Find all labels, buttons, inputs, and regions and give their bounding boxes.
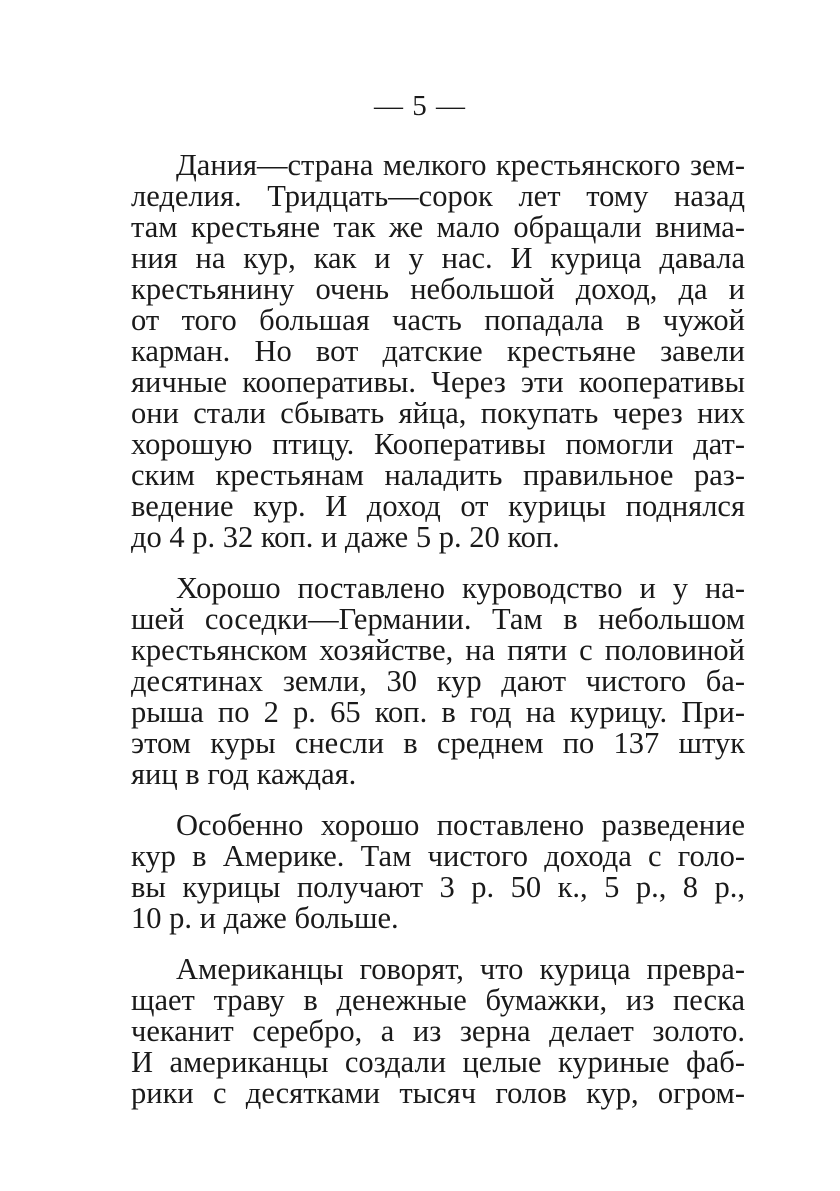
page-number: — 5 —: [374, 90, 466, 122]
paragraph-denmark: [131, 150, 745, 553]
text-line: шей соседки—Германии. Там в небольшом: [131, 602, 745, 636]
text-line: там крестьяне так же мало обращали внима-: [131, 210, 745, 244]
text-line: хорошую птицу. Кооперативы помогли дат-: [131, 427, 745, 461]
page-body: [131, 150, 745, 1129]
text-line: Американцы говорят, что курица превра-: [176, 952, 745, 986]
text-line: десятинах земли, 30 кур дают чистого ба-: [131, 664, 745, 698]
text-line: щает траву в денежные бумажки, из песка: [131, 983, 745, 1017]
text-line: вы курицы получают 3 р. 50 к., 5 р., 8 р.,: [131, 870, 745, 904]
text-line: они стали сбывать яйца, покупать через них: [131, 396, 745, 430]
text-line: яиц в год каждая.: [131, 757, 357, 791]
text-line: рыша по 2 р. 65 коп. в год на курицу. При-: [131, 695, 745, 729]
text-line: И американцы создали целые куриные фаб-: [131, 1045, 745, 1079]
text-line: ским крестьянам наладить правильное раз-: [131, 458, 745, 492]
paragraph-germany: [131, 573, 745, 790]
text-line: этом куры снесли в среднем по 137 штук: [131, 726, 745, 760]
text-line: леделия. Тридцать—сорок лет тому назад: [131, 179, 745, 213]
text-line: крестьянском хозяйстве, на пяти с половиной: [131, 633, 745, 667]
text-line: Дания—страна мелкого крестьянского зем-: [176, 148, 745, 182]
text-line: чеканит серебро, а из зерна делает золото.: [131, 1014, 745, 1048]
text-line: кур в Америке. Там чистого дохода с голо-: [131, 839, 745, 873]
text-line: 10 р. и даже больше.: [131, 901, 399, 935]
text-line: от того большая часть попадала в чужой: [131, 303, 745, 337]
text-line: Особенно хорошо поставлено разведение: [176, 808, 745, 842]
text-line: ния на кур, как и у нас. И курица давала: [131, 241, 745, 275]
paragraph-america: [131, 810, 745, 934]
text-line: карман. Но вот датские крестьяне завели: [131, 334, 745, 368]
text-line: рики с десятками тысяч голов кур, огром-: [131, 1076, 745, 1110]
text-line: ведение кур. И доход от курицы поднялся: [131, 489, 745, 523]
text-line: Хорошо поставлено куроводство и у на-: [176, 571, 745, 605]
paragraph-americans-saying: [131, 954, 745, 1109]
text-line: яичные кооперативы. Через эти кооперативы: [131, 365, 745, 399]
text-line: крестьянину очень небольшой доход, да и: [131, 272, 745, 306]
text-line: до 4 р. 32 коп. и даже 5 р. 20 коп.: [131, 520, 560, 554]
